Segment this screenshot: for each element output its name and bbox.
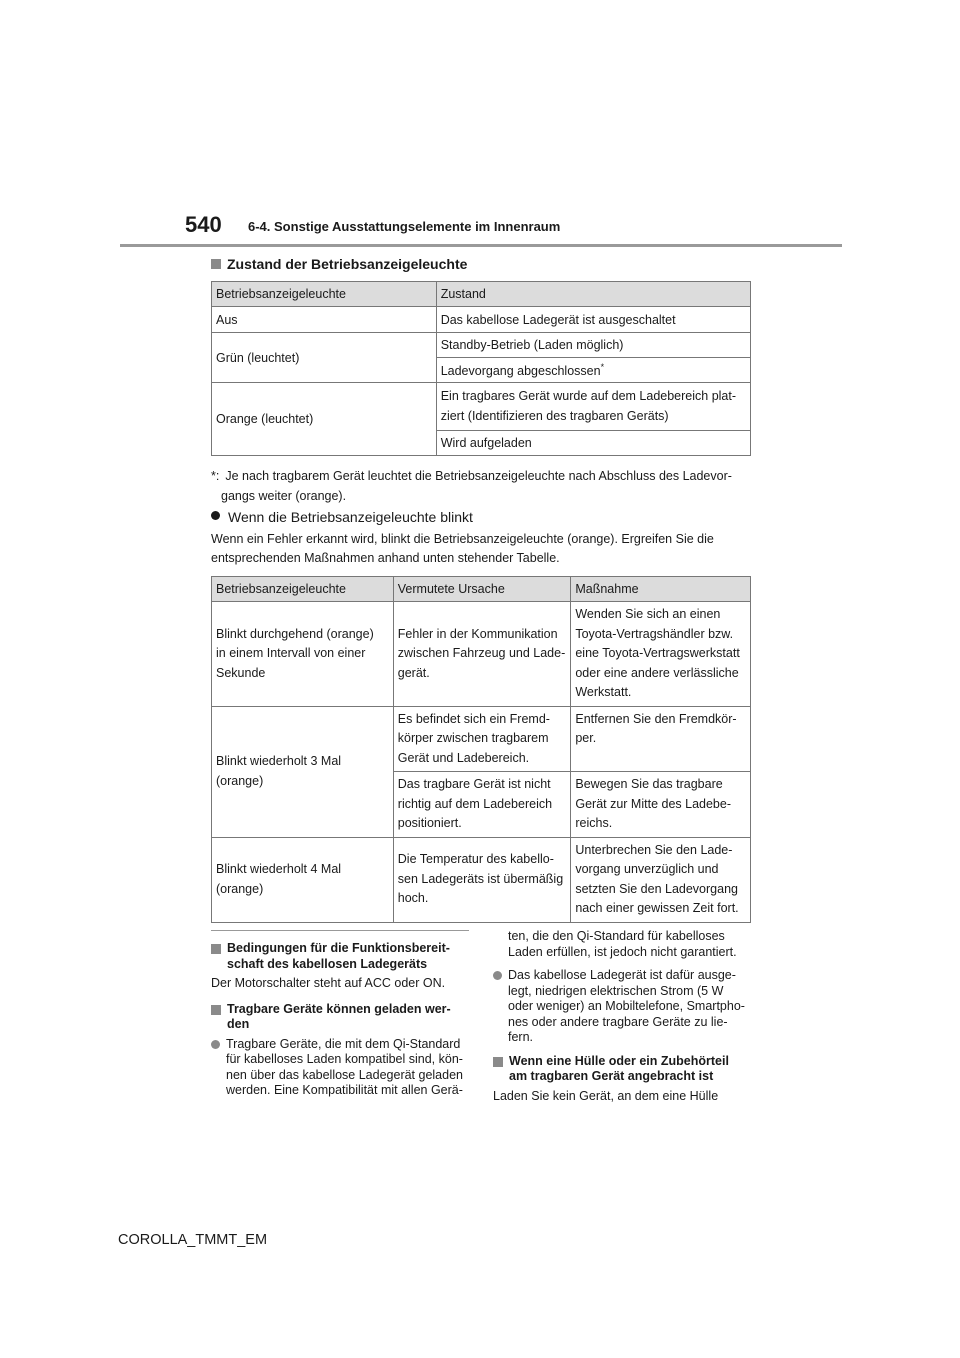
note-heading: Tragbare Geräte können geladen wer- den: [211, 1002, 469, 1033]
table-cell: Die Temperatur des kabello- sen Ladegeräts ist übermäßig hoch.: [393, 837, 571, 922]
header-rule: [120, 244, 842, 247]
table-row: [212, 333, 751, 358]
table-cell: Grün (leuchtet): [212, 333, 437, 383]
table-cell: Wird aufgeladen: [436, 431, 750, 456]
table-cell: Blinkt wiederholt 4 Mal (orange): [212, 837, 394, 922]
table-row: [212, 383, 751, 431]
table-header-row: [212, 577, 751, 602]
list-item: Tragbare Geräte, die mit dem Qi-Standard für kabelloses Laden kompatibel sind, kön- nen über das kabellose Ladegerät geladen werden. Eine Kompatibilität mit allen Gerä-: [211, 1037, 469, 1099]
table-cell: Aus: [212, 307, 437, 333]
footnote-text: Je nach tragbarem Gerät leuchtet die Betriebsanzeigeleuchte nach Abschluss des Ladevor-: [225, 469, 732, 483]
table-cell: Standby-Betrieb (Laden möglich): [436, 333, 750, 358]
square-bullet-icon: [493, 1057, 503, 1067]
blink-table: [211, 576, 751, 923]
blink-heading: [211, 509, 473, 525]
table-cell: Wenden Sie sich an einen Toyota-Vertragshändler bzw. eine Toyota-Vertragswerkstatt oder eine andere verlässliche Werkstatt.: [571, 602, 751, 707]
table-header-cell: Betriebsanzeigeleuchte: [212, 577, 394, 602]
note-heading: Bedingungen für die Funktionsbereit- schaft des kabellosen Ladegeräts: [211, 941, 469, 972]
page-number: 540: [185, 212, 222, 237]
square-bullet-icon: [211, 944, 221, 954]
table-header-cell: Vermutete Ursache: [393, 577, 571, 602]
status-table: [211, 281, 751, 456]
status-heading-text: Zustand der Betriebsanzeigeleuchte: [227, 256, 468, 272]
document-id: COROLLA_TMMT_EM: [118, 1232, 268, 1248]
list-item-continuation: ten, die den Qi-Standard für kabelloses Laden erfüllen, ist jedoch nicht garantiert.: [508, 929, 737, 959]
section-header: 6-4. Sonstige Ausstattungselemente im Innenraum: [248, 219, 561, 234]
note-heading: Wenn eine Hülle oder ein Zubehörteil am tragbaren Gerät angebracht ist: [493, 1054, 751, 1085]
table-cell: Bewegen Sie das tragbare Gerät zur Mitte des Ladebe- reichs.: [571, 772, 751, 838]
table-header-row: [212, 282, 751, 307]
status-heading: [211, 256, 467, 272]
square-bullet-icon: [211, 1005, 221, 1015]
table-row: [212, 837, 751, 922]
footnote: [211, 466, 756, 506]
table-row: [212, 307, 751, 333]
notes-right-column: [493, 929, 751, 1114]
table-header-cell: Zustand: [436, 282, 750, 307]
square-bullet-icon: [211, 259, 221, 269]
table-row: [212, 706, 751, 772]
table-cell: Entfernen Sie den Fremdkör- per.: [571, 706, 751, 772]
table-cell: Ein tragbares Gerät wurde auf dem Ladebereich plat- ziert (Identifizieren des tragbaren Geräts): [436, 383, 750, 431]
table-cell: [436, 358, 750, 383]
list-item: Das kabellose Ladegerät ist dafür ausge- legt, niedrigen elektrischen Strom (5 W oder weniger) an Mobiltelefone, Smartpho- nes oder andere tragbare Geräte zu lie- fern.: [493, 968, 751, 1046]
footnote-text: gangs weiter (orange).: [221, 489, 347, 503]
table-cell: Fehler in der Kommunikation zwischen Fahrzeug und Lade- gerät.: [393, 602, 571, 707]
table-cell: Unterbrechen Sie den Lade- vorgang unverzüglich und setzten Sie den Ladevorgang nach einer gewissen Zeit fort.: [571, 837, 751, 922]
note-text: Laden Sie kein Gerät, an dem eine Hülle: [493, 1088, 719, 1103]
table-header-cell: Maßnahme: [571, 577, 751, 602]
table-row: [212, 602, 751, 707]
note-text: Der Motorschalter steht auf ACC oder ON.: [211, 976, 446, 990]
circle-bullet-icon: [493, 971, 502, 980]
cell-text: Ladevorgang abgeschlossen: [440, 364, 601, 379]
table-cell: Orange (leuchtet): [212, 383, 437, 456]
divider: [211, 930, 469, 931]
blink-intro: Wenn ein Fehler erkannt wird, blinkt die Betriebsanzeigeleuchte (orange). Ergreifen Sie die entsprechenden Maßnahmen anhand unten stehender Tabelle.: [211, 532, 714, 565]
table-header-cell: Betriebsanzeigeleuchte: [212, 282, 437, 307]
table-cell: Das tragbare Gerät ist nicht richtig auf dem Ladebereich positioniert.: [393, 772, 571, 838]
blink-heading-text: Wenn die Betriebsanzeigeleuchte blinkt: [228, 509, 473, 525]
notes-left-column: [211, 930, 469, 1107]
table-cell: Blinkt durchgehend (orange) in einem Intervall von einer Sekunde: [212, 602, 394, 707]
footnote-mark: *:: [211, 469, 220, 483]
table-cell: Das kabellose Ladegerät ist ausgeschaltet: [436, 307, 750, 333]
table-cell: Blinkt wiederholt 3 Mal (orange): [212, 706, 394, 837]
table-cell: Es befindet sich ein Fremd- körper zwischen tragbarem Gerät und Ladebereich.: [393, 706, 571, 772]
circle-bullet-icon: [211, 1040, 220, 1049]
round-bullet-icon: [211, 511, 220, 520]
footnote-mark: *: [600, 361, 605, 372]
